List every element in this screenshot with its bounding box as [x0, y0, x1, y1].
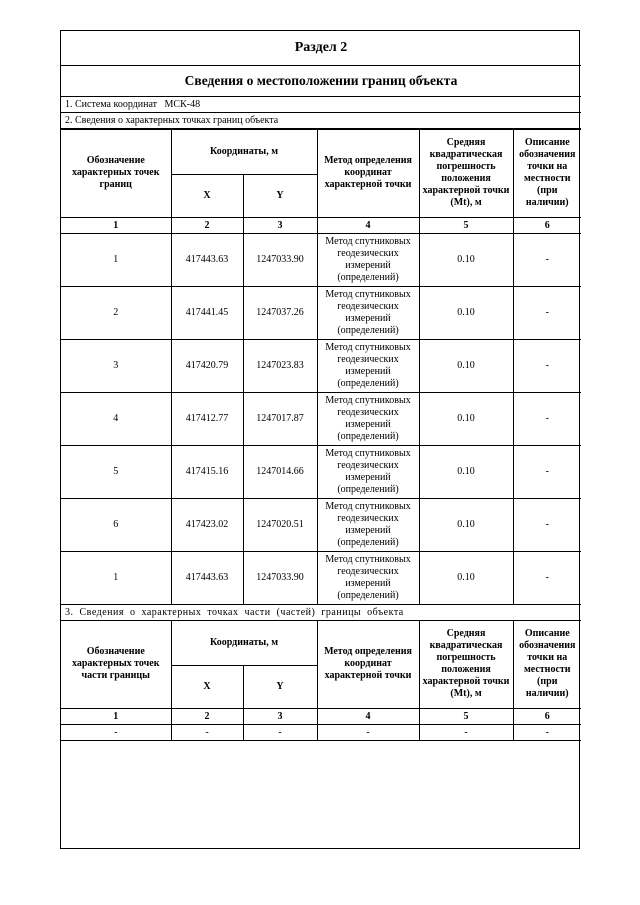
table-row: [61, 286, 581, 339]
part-col-header-accuracy: Средняя квадратическая погрешность положения характерной точки (Mt), м: [419, 620, 513, 708]
col-header-point: Обозначение характерных точек границ: [61, 129, 171, 217]
point-accuracy: 0.10: [419, 551, 513, 604]
part-point-id: -: [61, 724, 171, 740]
table-row: [61, 339, 581, 392]
point-id: 1: [61, 233, 171, 286]
part-col-header-y: Y: [243, 665, 317, 708]
point-description: -: [513, 392, 581, 445]
table-row: [61, 445, 581, 498]
part-column-numbers-row: [61, 708, 581, 724]
point-x: 417443.63: [171, 233, 243, 286]
section-title: Раздел 2: [61, 31, 581, 65]
point-method: Метод спутниковых геодезических измерений (определений): [317, 551, 419, 604]
point-accuracy: 0.10: [419, 339, 513, 392]
table-row: [61, 233, 581, 286]
point-description: -: [513, 445, 581, 498]
table-row: [61, 498, 581, 551]
table-row: [61, 392, 581, 445]
point-method: Метод спутниковых геодезических измерений (определений): [317, 339, 419, 392]
part3-title: 3. Сведения о характерных точках части (частей) границы объекта: [61, 604, 581, 620]
col-header-x: X: [171, 174, 243, 217]
point-x: 417423.02: [171, 498, 243, 551]
point-y: 1247033.90: [243, 551, 317, 604]
point-accuracy: 0.10: [419, 233, 513, 286]
col-header-coords: Координаты, м: [171, 129, 317, 174]
part-point-method: -: [317, 724, 419, 740]
point-y: 1247014.66: [243, 445, 317, 498]
col-header-method: Метод определения координат характерной точки: [317, 129, 419, 217]
point-method: Метод спутниковых геодезических измерений (определений): [317, 286, 419, 339]
part-col-header-x: X: [171, 665, 243, 708]
point-accuracy: 0.10: [419, 392, 513, 445]
part2-title: 2. Сведения о характерных точках границ объекта: [61, 112, 581, 128]
point-method: Метод спутниковых геодезических измерений (определений): [317, 392, 419, 445]
point-id: 1: [61, 551, 171, 604]
col-number: 4: [317, 217, 419, 233]
point-id: 6: [61, 498, 171, 551]
header-table: [61, 31, 581, 129]
col-number: 4: [317, 708, 419, 724]
col-number: 3: [243, 708, 317, 724]
point-x: 417443.63: [171, 551, 243, 604]
col-number: 6: [513, 708, 581, 724]
col-number: 6: [513, 217, 581, 233]
document-title: Сведения о местоположении границ объекта: [61, 65, 581, 96]
point-id: 5: [61, 445, 171, 498]
part-point-y: -: [243, 724, 317, 740]
col-header-description: Описание обозначения точки на местности (при наличии): [513, 129, 581, 217]
point-y: 1247037.26: [243, 286, 317, 339]
col-number: 1: [61, 708, 171, 724]
point-description: -: [513, 551, 581, 604]
point-x: 417441.45: [171, 286, 243, 339]
col-number: 3: [243, 217, 317, 233]
col-number: 5: [419, 708, 513, 724]
col-header-accuracy: Средняя квадратическая погрешность положения характерной точки (Mt), м: [419, 129, 513, 217]
table-row: [61, 551, 581, 604]
point-id: 4: [61, 392, 171, 445]
point-y: 1247020.51: [243, 498, 317, 551]
point-x: 417415.16: [171, 445, 243, 498]
point-method: Метод спутниковых геодезических измерений (определений): [317, 233, 419, 286]
point-accuracy: 0.10: [419, 498, 513, 551]
point-id: 2: [61, 286, 171, 339]
part-point-description: -: [513, 724, 581, 740]
point-method: Метод спутниковых геодезических измерений (определений): [317, 445, 419, 498]
point-accuracy: 0.10: [419, 445, 513, 498]
point-method: Метод спутниковых геодезических измерений (определений): [317, 498, 419, 551]
part-col-header-point: Обозначение характерных точек части границы: [61, 620, 171, 708]
point-description: -: [513, 286, 581, 339]
point-y: 1247033.90: [243, 233, 317, 286]
col-number: 5: [419, 217, 513, 233]
coord-system-label: 1. Система координат: [65, 98, 158, 110]
point-id: 3: [61, 339, 171, 392]
points-table: [61, 129, 581, 741]
point-y: 1247017.87: [243, 392, 317, 445]
point-description: -: [513, 339, 581, 392]
part-col-header-method: Метод определения координат характерной точки: [317, 620, 419, 708]
part-point-x: -: [171, 724, 243, 740]
col-number: 2: [171, 217, 243, 233]
point-x: 417412.77: [171, 392, 243, 445]
col-number: 2: [171, 708, 243, 724]
point-y: 1247023.83: [243, 339, 317, 392]
point-accuracy: 0.10: [419, 286, 513, 339]
coord-system-line: [61, 96, 581, 112]
point-description: -: [513, 233, 581, 286]
document-frame: [60, 30, 580, 849]
point-x: 417420.79: [171, 339, 243, 392]
part-table-row: [61, 724, 581, 740]
part-point-accuracy: -: [419, 724, 513, 740]
part-col-header-description: Описание обозначения точки на местности (при наличии): [513, 620, 581, 708]
col-number: 1: [61, 217, 171, 233]
point-description: -: [513, 498, 581, 551]
column-numbers-row: [61, 217, 581, 233]
part-col-header-coords: Координаты, м: [171, 620, 317, 665]
col-header-y: Y: [243, 174, 317, 217]
coord-system-value: МСК-48: [164, 98, 201, 110]
